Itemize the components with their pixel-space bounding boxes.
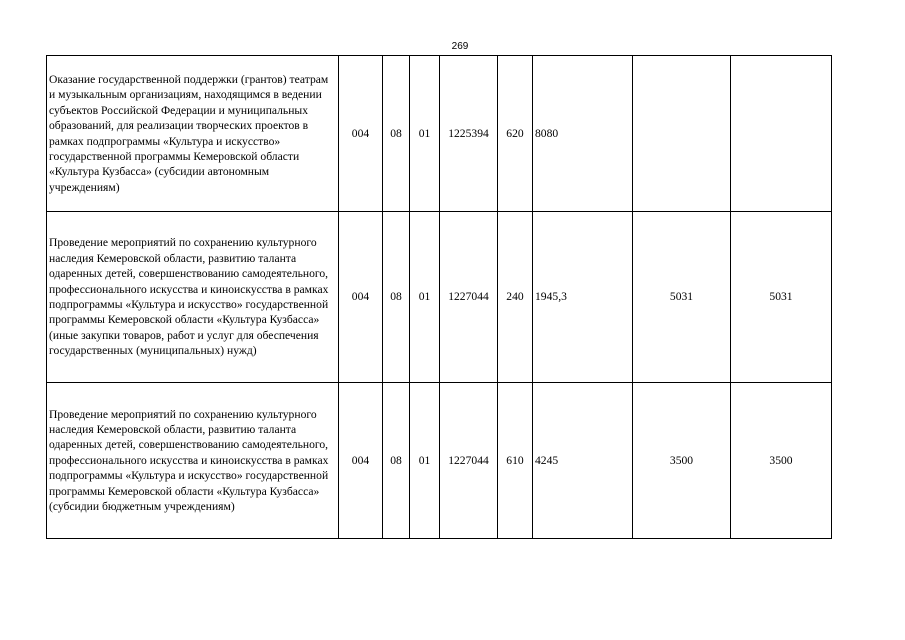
section-code: 08 — [383, 212, 410, 383]
budget-table — [46, 55, 832, 539]
expense-type-code: 610 — [498, 383, 533, 539]
expense-type-code: 240 — [498, 212, 533, 383]
subsection-code: 01 — [410, 212, 440, 383]
amount-year-3: 5031 — [731, 212, 832, 383]
section-code: 08 — [383, 56, 410, 212]
row-description: Оказание государственной поддержки (грантов) театрам и музыкальным организациям, находящимся в ведении субъектов Российской Федерации и муниципальных образований, для реализации творческих проектов в рамках подпрограммы «Культура и искусство» государственной программы Кемеровской области «Культура Кузбасса» (субсидии автономным учреждениям) — [47, 56, 339, 212]
subsection-code: 01 — [410, 383, 440, 539]
ministry-code: 004 — [339, 383, 383, 539]
table-row — [47, 383, 832, 539]
expense-type-code: 620 — [498, 56, 533, 212]
section-code: 08 — [383, 383, 410, 539]
amount-year-2 — [633, 56, 731, 212]
table-row — [47, 212, 832, 383]
amount-year-2: 3500 — [633, 383, 731, 539]
ministry-code: 004 — [339, 56, 383, 212]
table-row — [47, 56, 832, 212]
row-description: Проведение мероприятий по сохранению культурного наследия Кемеровской области, развитию таланта одаренных детей, совершенствованию самодеятельного, профессионального искусства и киноискусства в рамках подпрограммы «Культура и искусство» государственной программы Кемеровской области «Культура Кузбасса» (субсидии бюджетным учреждениям) — [47, 383, 339, 539]
amount-year-3: 3500 — [731, 383, 832, 539]
row-description: Проведение мероприятий по сохранению культурного наследия Кемеровской области, развитию таланта одаренных детей, совершенствованию самодеятельного, профессионального искусства и киноискусства в рамках подпрограммы «Культура и искусство» государственной программы Кемеровской области «Культура Кузбасса» (иные закупки товаров, работ и услуг для обеспечения государственных (муниципальных) нужд) — [47, 212, 339, 383]
target-article-code: 1225394 — [440, 56, 498, 212]
target-article-code: 1227044 — [440, 383, 498, 539]
amount-year-3 — [731, 56, 832, 212]
amount-year-1: 8080 — [533, 56, 633, 212]
amount-year-2: 5031 — [633, 212, 731, 383]
target-article-code: 1227044 — [440, 212, 498, 383]
ministry-code: 004 — [339, 212, 383, 383]
amount-year-1: 1945,3 — [533, 212, 633, 383]
page-number: 269 — [451, 41, 469, 52]
amount-year-1: 4245 — [533, 383, 633, 539]
subsection-code: 01 — [410, 56, 440, 212]
